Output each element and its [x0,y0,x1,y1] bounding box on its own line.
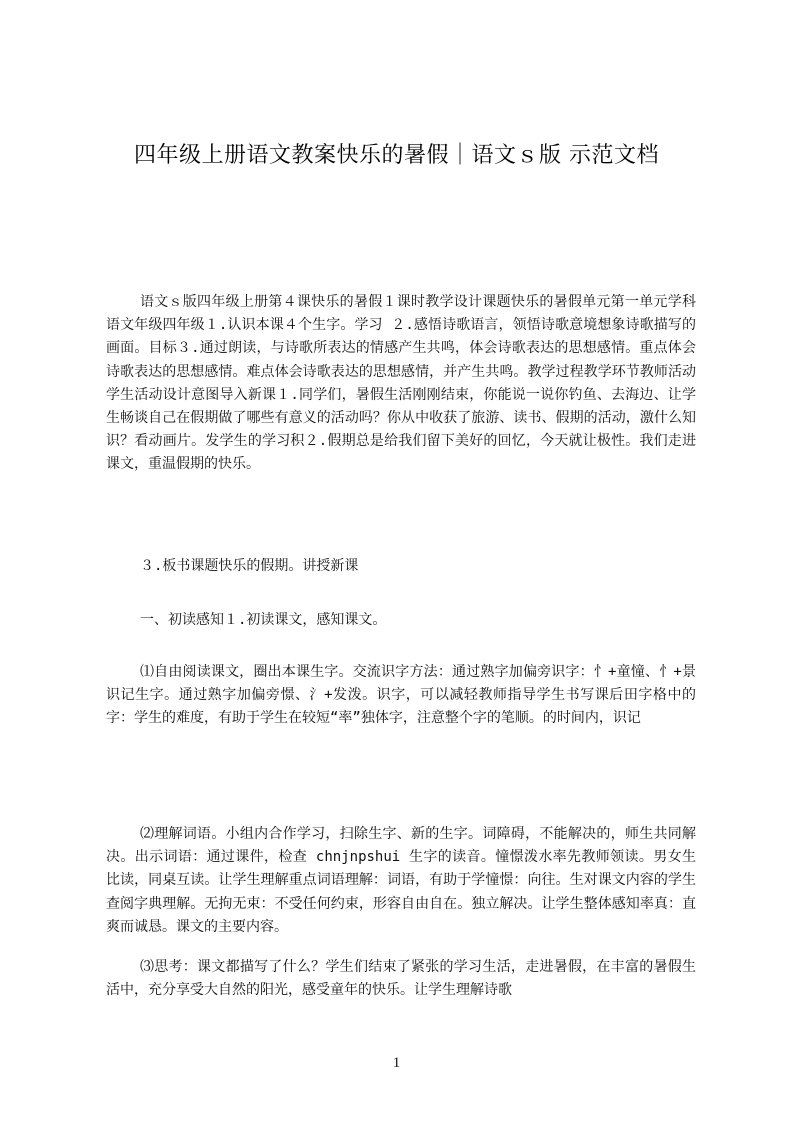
paragraph-free-reading: ⑴自由阅读课文，圈出本课生字。交流识字方法：通过熟字加偏旁识字：忄+童憧、忄+景识记生字。通过熟字加偏旁憬、氵+发泼。识字，可以减轻教师指导学生书写课后田字格中的字：学生的难度，有助于学生在较短“率”独体字，注意整个字的笔顺。的时间内，识记 [106,664,696,727]
paragraph-board-title: ３.板书课题快乐的假期。讲授新课 [140,558,359,574]
document-title: 四年级上册语文教案快乐的暑假｜语文ｓ版 示范文档 [134,143,659,168]
paragraph-vocabulary: ⑵理解词语。小组内合作学习，扫除生字、新的生字。词障碍，不能解决的，师生共同解决。出示词语：通过课件，检查 chnjnpshui 生字的读音。憧憬泼水率先教师领读。男女生比读，同桌互读。让学生理解重点词语理解：词语，有助于学憧憬：向往。生对课文内容的学生查阅字典理解。无拘无束：不受任何约束，形容自由自在。独立解决。让学生整体感知率真：直爽而诚恳。课文的主要内容。 [106,826,696,935]
page-number: 1 [392,1055,401,1071]
paragraph-first-reading: 一、初读感知１.初读课文，感知课文。 [140,612,387,628]
paragraph-thinking: ⑶思考：课文都描写了什么？学生们结束了紧张的学习生活，走进暑假，在丰富的暑假生活中，充分享受大自然的阳光，感受童年的快乐。让学生理解诗歌 [106,959,696,999]
paragraph-lesson-overview: 语文ｓ版四年级上册第４课快乐的暑假１课时教学设计课题快乐的暑假单元第一单元学科语文年级四年级１.认识本课４个生字。学习 ２.感悟诗歌语言，领悟诗歌意境想象诗歌描写的画面。目标３.通过朗读，与诗歌所表达的情感产生共鸣，体会诗歌表达的思想感情。重点体会诗歌表达的思想感情。难点体会诗歌表达的思想感情，并产生共鸣。教学过程教学环节教师活动学生活动设计意图导入新课１.同学们，暑假生活刚刚结束，你能说一说你钓鱼、去海边、让学生畅谈自己在假期做了哪些有意义的活动吗？你从中收获了旅游、读书、假期的活动，激什么知识？看动画片。发学生的学习积２.假期总是给我们留下美好的回忆，今天就让极性。我们走进课文，重温假期的快乐。 [106,294,696,473]
